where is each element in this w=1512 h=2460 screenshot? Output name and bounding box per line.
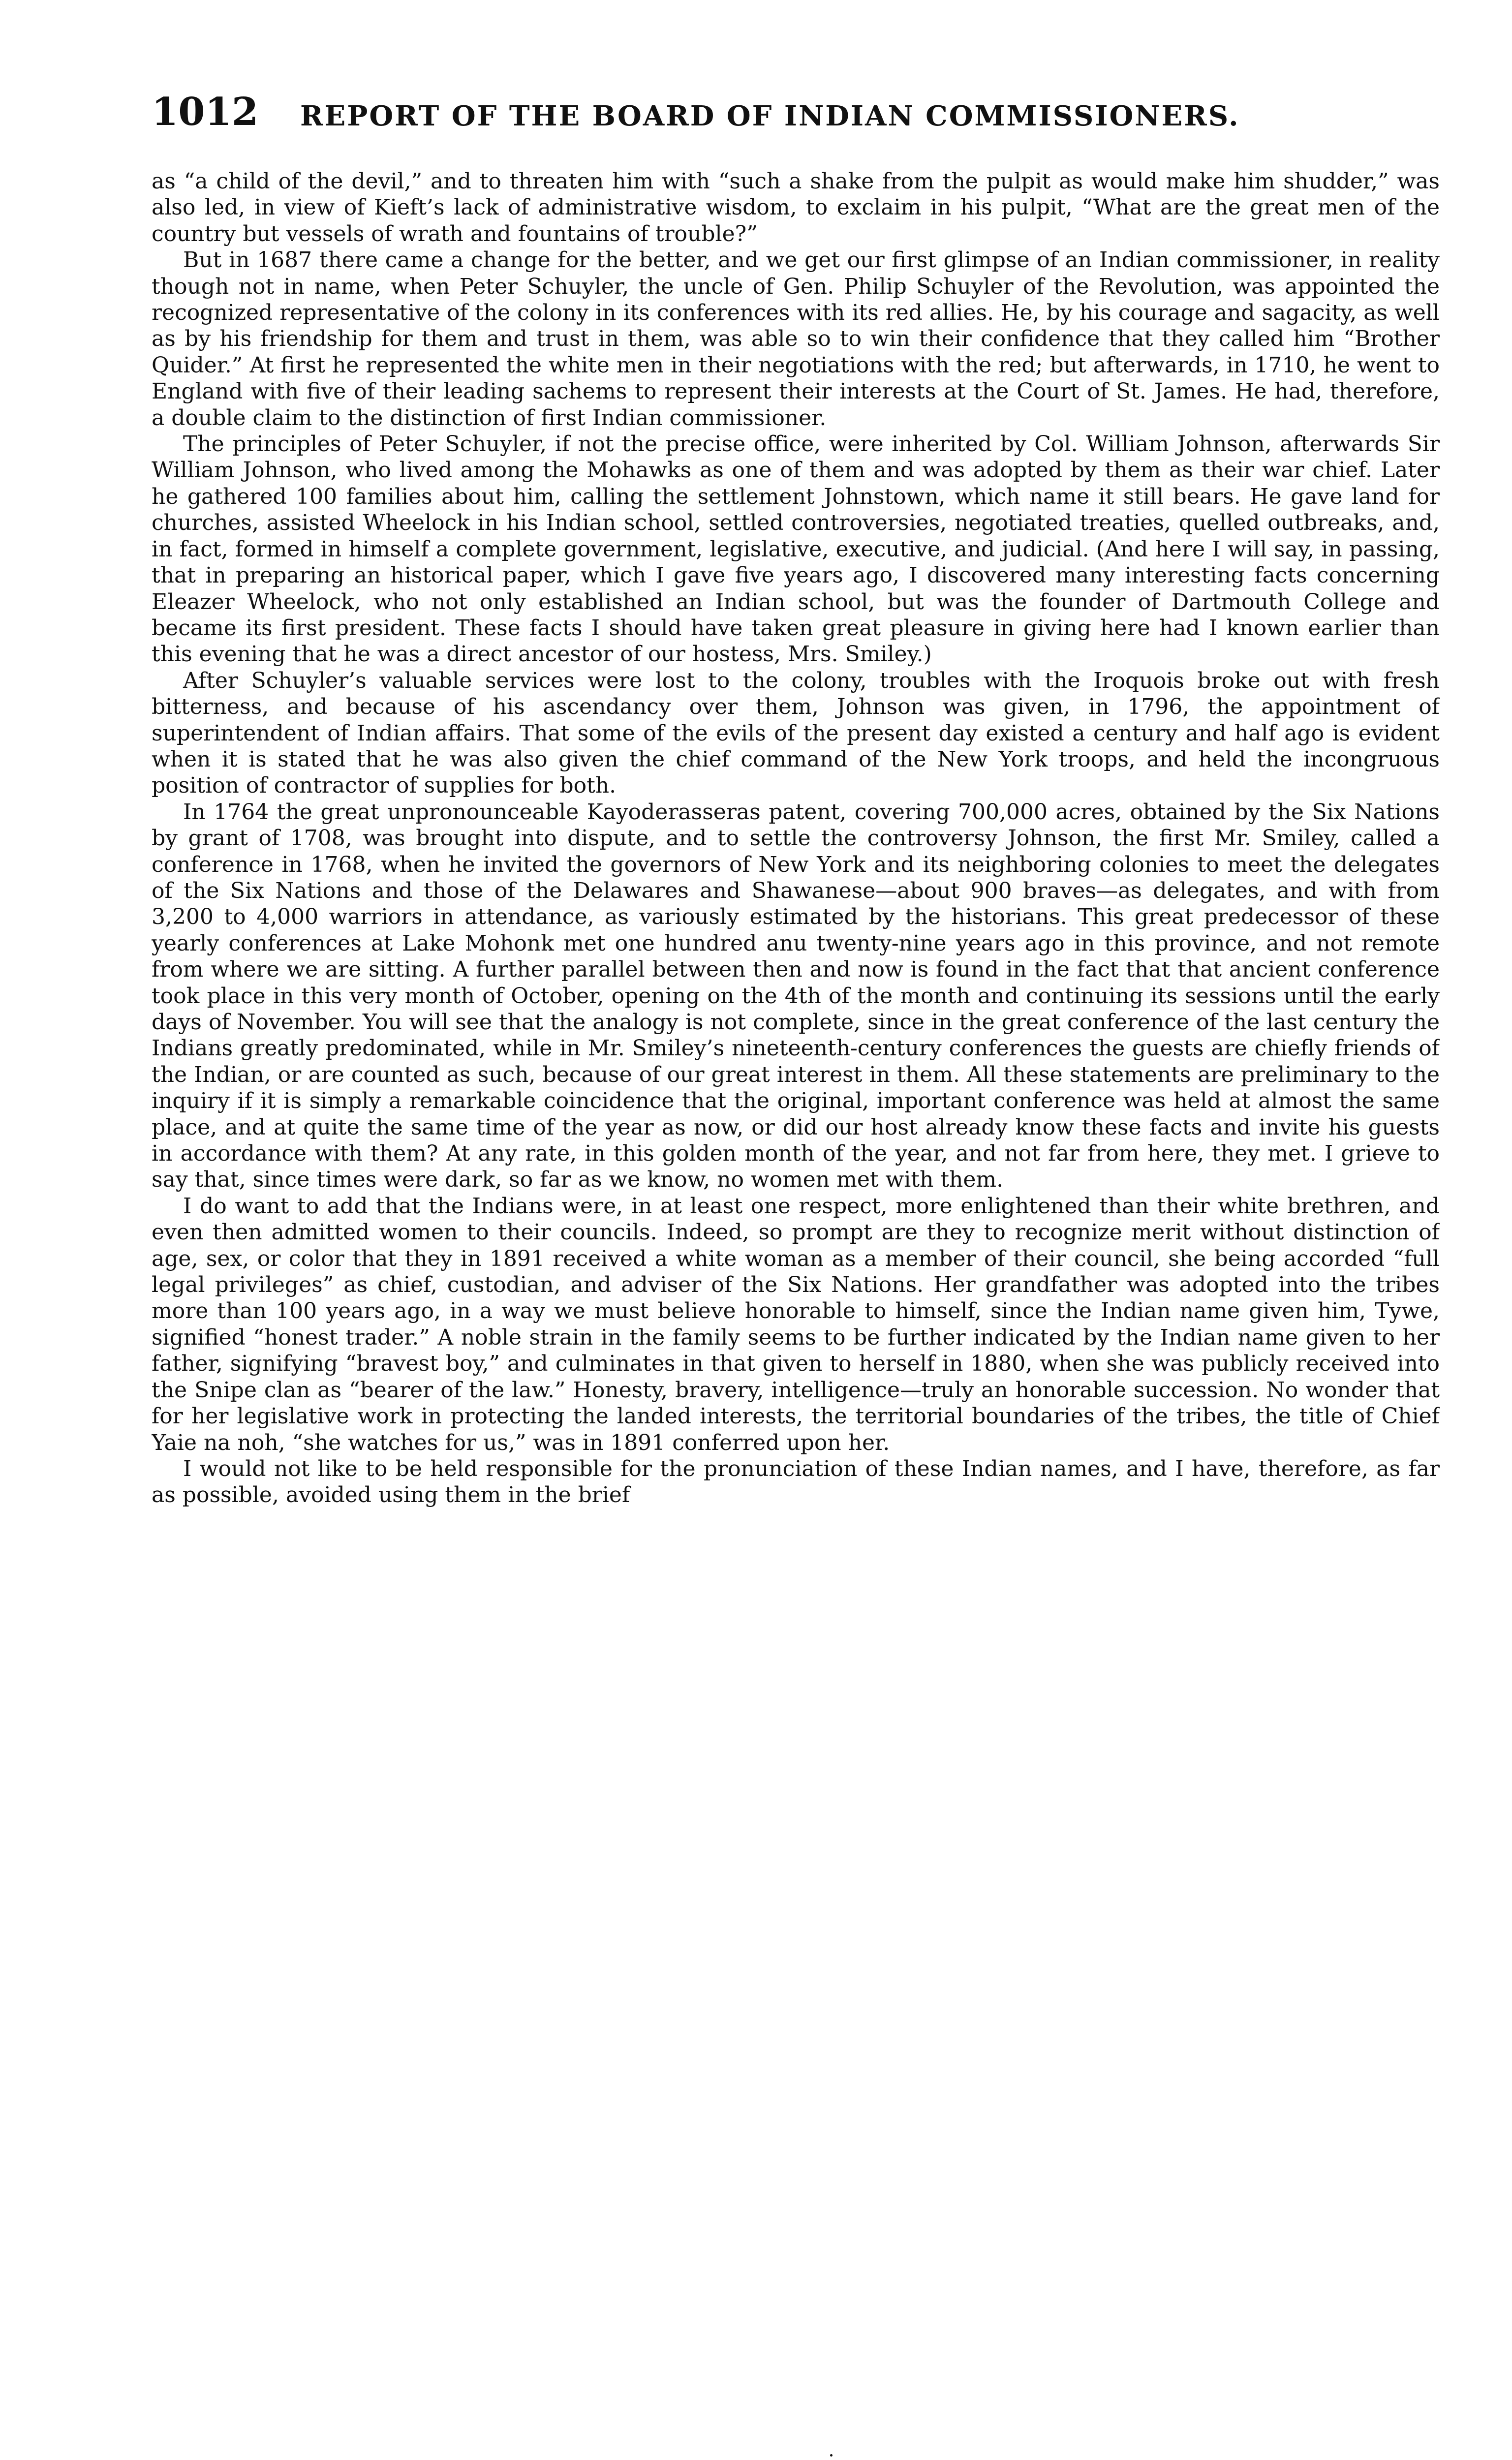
paragraph-iroquois-troubles: After Schuyler’s valuable services were lost to the colony, troubles with the Iroquois broke out with fresh bitterness, and because of his ascendancy over them, Johnson was given, in 1796, the appointment of superintendent of Indian affairs. That some of the evils of the present day existed a century and half ago is evident when it is stated that he was also given the chief command of the New York troops, and held the incongruous position of contractor of supplies for both. (152, 668, 1440, 799)
body-text (152, 168, 1440, 2348)
paragraph-women-in-councils: I do want to add that the Indians were, in at least one respect, more enlightened than their white brethren, and even then admitted women to their councils. Indeed, so prompt are they to recognize merit without distinction of age, sex, or color that they in 1891 received a white woman as a member of their council, she being accorded “full legal privileges” as chief, custodian, and adviser of the Six Nations. Her grandfather was adopted into the tribes more than 100 years ago, in a way we must believe honorable to himself, since the Indian name given him, Tywe, signified “honest trader.” A noble strain in the family seems to be further indicated by the Indian name given to her father, signifying “bravest boy,” and culminates in that given to herself in 1880, when she was publicly received into the Snipe clan as “bearer of the law.” Honesty, bravery, intelligence—truly an honorable succession. No wonder that for her legislative work in protecting the landed interests, the territorial boundaries of the tribes, the title of Chief Yaie na noh, “she watches for us,” was in 1891 conferred upon her. (152, 1193, 1440, 1455)
paragraph-kayoderasseras-patent: In 1764 the great unpronounceable Kayoderasseras patent, covering 700,000 acres, obtained by the Six Nations by grant of 1708, was brought into dispute, and to settle the controversy Johnson, the first Mr. Smiley, called a conference in 1768, when he invited the governors of New York and its neighboring colonies to meet the delegates of the Six Nations and those of the Delawares and Shawanese—about 900 braves—as delegates, and with from 3,200 to 4,000 warriors in attendance, as variously estimated by the historians. This great predecessor of these yearly conferences at Lake Mohonk met one hundred anu twenty-nine years ago in this province, and not remote from where we are sitting. A further parallel between then and now is found in the fact that that ancient conference took place in this very month of October, opening on the 4th of the month and continuing its sessions until the early days of November. You will see that the analogy is not complete, since in the great conference of the last century the Indians greatly predominated, while in Mr. Smiley’s nineteenth-century conferences the guests are chiefly friends of the Indian, or are counted as such, because of our great interest in them. All these statements are preliminary to the inquiry if it is simply a remarkable coincidence that the original, important conference was held at almost the same place, and at quite the same time of the year as now, or did our host already know these facts and invite his guests in accordance with them? At any rate, in this golden month of the year, and not far from here, they met. I grieve to say that, since times were dark, so far as we know, no women met with them. (152, 799, 1440, 1193)
header-title: REPORT OF THE BOARD OF INDIAN COMMISSIONERS. (300, 100, 1240, 132)
page-number: 1012 (152, 90, 259, 134)
paragraph-indian-names: I would not like to be held responsible for the pronunciation of these Indian names, and I have, therefore, as far as possible, avoided using them in the brief (152, 1456, 1440, 1508)
paragraph-peter-schuyler: But in 1687 there came a change for the better, and we get our first glimpse of an Indian commissioner, in reality though not in name, when Peter Schuyler, the uncle of Gen. Philip Schuyler of the Revolution, was appointed the recognized representative of the colony in its conferences with its red allies. He, by his courage and sagacity, as well as by his friendship for them and trust in them, was able so to win their confidence that they called him “Brother Quider.” At first he represented the white men in their negotiations with the red; but afterwards, in 1710, he went to England with five of their leading sachems to represent their interests at the Court of St. James. He had, therefore, a double claim to the distinction of first Indian commissioner. (152, 247, 1440, 430)
stray-ink-mark (830, 2454, 833, 2457)
paragraph-william-johnson: The principles of Peter Schuyler, if not the precise office, were inherited by Col. William Johnson, afterwards Sir William Johnson, who lived among the Mohawks as one of them and was adopted by them as their war chief. Later he gathered 100 families about him, calling the settlement Johnstown, which name it still bears. He gave land for churches, assisted Wheelock in his Indian school, settled controversies, negotiated treaties, quelled outbreaks, and, in fact, formed in himself a complete government, legislative, executive, and judicial. (And here I will say, in passing, that in preparing an historical paper, which I gave five years ago, I discovered many interesting facts concerning Eleazer Wheelock, who not only established an Indian school, but was the founder of Dartmouth College and became its first president. These facts I should have taken great pleasure in giving here had I known earlier than this evening that he was a direct ancestor of our hostess, Mrs. Smiley.) (152, 431, 1440, 667)
paragraph-continued: as “a child of the devil,” and to threaten him with “such a shake from the pulpit as would make him shudder,” was also led, in view of Kieft’s lack of administrative wisdom, to exclaim in his pulpit, “What are the great men of the country but vessels of wrath and fountains of trouble?” (152, 169, 1440, 246)
running-header (152, 88, 1323, 142)
